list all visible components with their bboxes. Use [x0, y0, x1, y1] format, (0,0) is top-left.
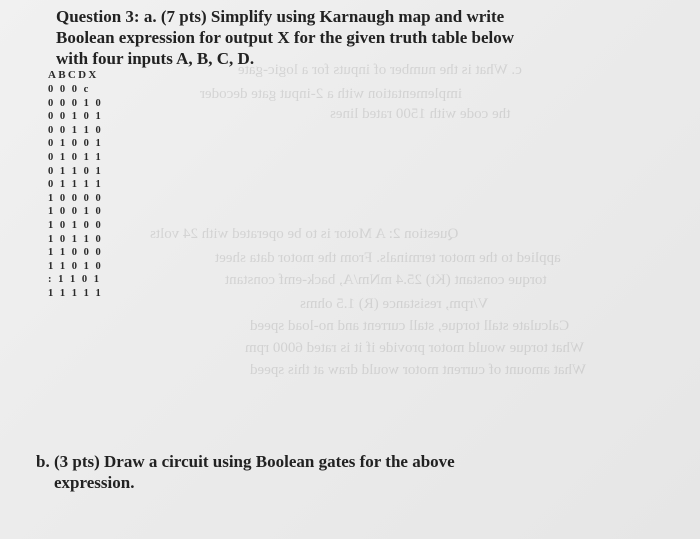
- bleed-through-text: V/rpm, resistance (R) 1.5 ohms: [300, 296, 489, 312]
- truth-table-row: 0 0 0 1 0: [48, 97, 103, 109]
- truth-table-row: 1 0 1 1 0: [48, 233, 103, 245]
- truth-table-row: 0 1 0 0 1: [48, 138, 103, 150]
- truth-table-row: 0 0 0 c: [48, 84, 91, 95]
- bleed-through-text: applied to the motor terminals. From the motor data sheet: [215, 250, 561, 266]
- truth-table-row: 1 0 0 1 0: [48, 206, 103, 218]
- truth-table-row: 0 1 1 0 1: [48, 165, 103, 177]
- truth-table-row: 0 1 1 1 1: [48, 179, 103, 191]
- bleed-through-text: the code with 1500 rated lines: [330, 106, 511, 122]
- bleed-through-text: What torque would motor provide if it is rated 6000 rpm: [245, 340, 585, 356]
- bleed-through-text: implementation with a 2-input gate decoder: [200, 86, 463, 102]
- truth-table-row: 0 0 1 0 1: [48, 111, 103, 123]
- truth-table-row: 1 1 1 1 1: [48, 287, 103, 299]
- question-3-part-a: [56, 6, 656, 69]
- part-b-text-line-2: expression.: [54, 473, 135, 492]
- truth-table-row: 1 0 1 0 0: [48, 219, 103, 231]
- question-label: Question 3:: [56, 7, 140, 26]
- bleed-through-text: c. What is the number of inputs for a logic-gate: [238, 62, 522, 78]
- truth-table-row: 1 0 0 0 0: [48, 192, 103, 204]
- question-line-3: with four inputs A, B, C, D.: [56, 49, 255, 68]
- part-b-text: Draw a circuit using Boolean gates for the above: [99, 452, 455, 471]
- truth-table: [48, 68, 103, 301]
- truth-table-row: : 1 1 0 1: [48, 274, 101, 286]
- bleed-through-text: Calculate stall torque, stall current and no-load speed: [250, 318, 570, 334]
- truth-table-row: 1 1 0 1 0: [48, 260, 103, 272]
- bleed-through-text: Question 2: A Motor is to be operated with 24 volts: [150, 226, 459, 242]
- truth-table-row: 0 0 1 1 0: [48, 124, 103, 136]
- truth-table-row: 0 1 0 1 1: [48, 151, 103, 163]
- truth-table-header: ABCDX: [48, 69, 99, 81]
- question-line-2: Boolean expression for output X for the given truth table below: [56, 28, 515, 47]
- question-3-part-b: [36, 451, 636, 493]
- truth-table-row: 1 1 0 0 0: [48, 247, 103, 259]
- part-b-label: b. (3 pts): [36, 452, 100, 471]
- bleed-through-text: What amount of current motor would draw at this speed: [250, 362, 587, 378]
- part-a-intro: a. (7 pts) Simplify using Karnaugh map and write: [139, 7, 505, 26]
- bleed-through-text: torque constant (Kt) 25.4 mNm/A, back-emf constant: [225, 272, 547, 288]
